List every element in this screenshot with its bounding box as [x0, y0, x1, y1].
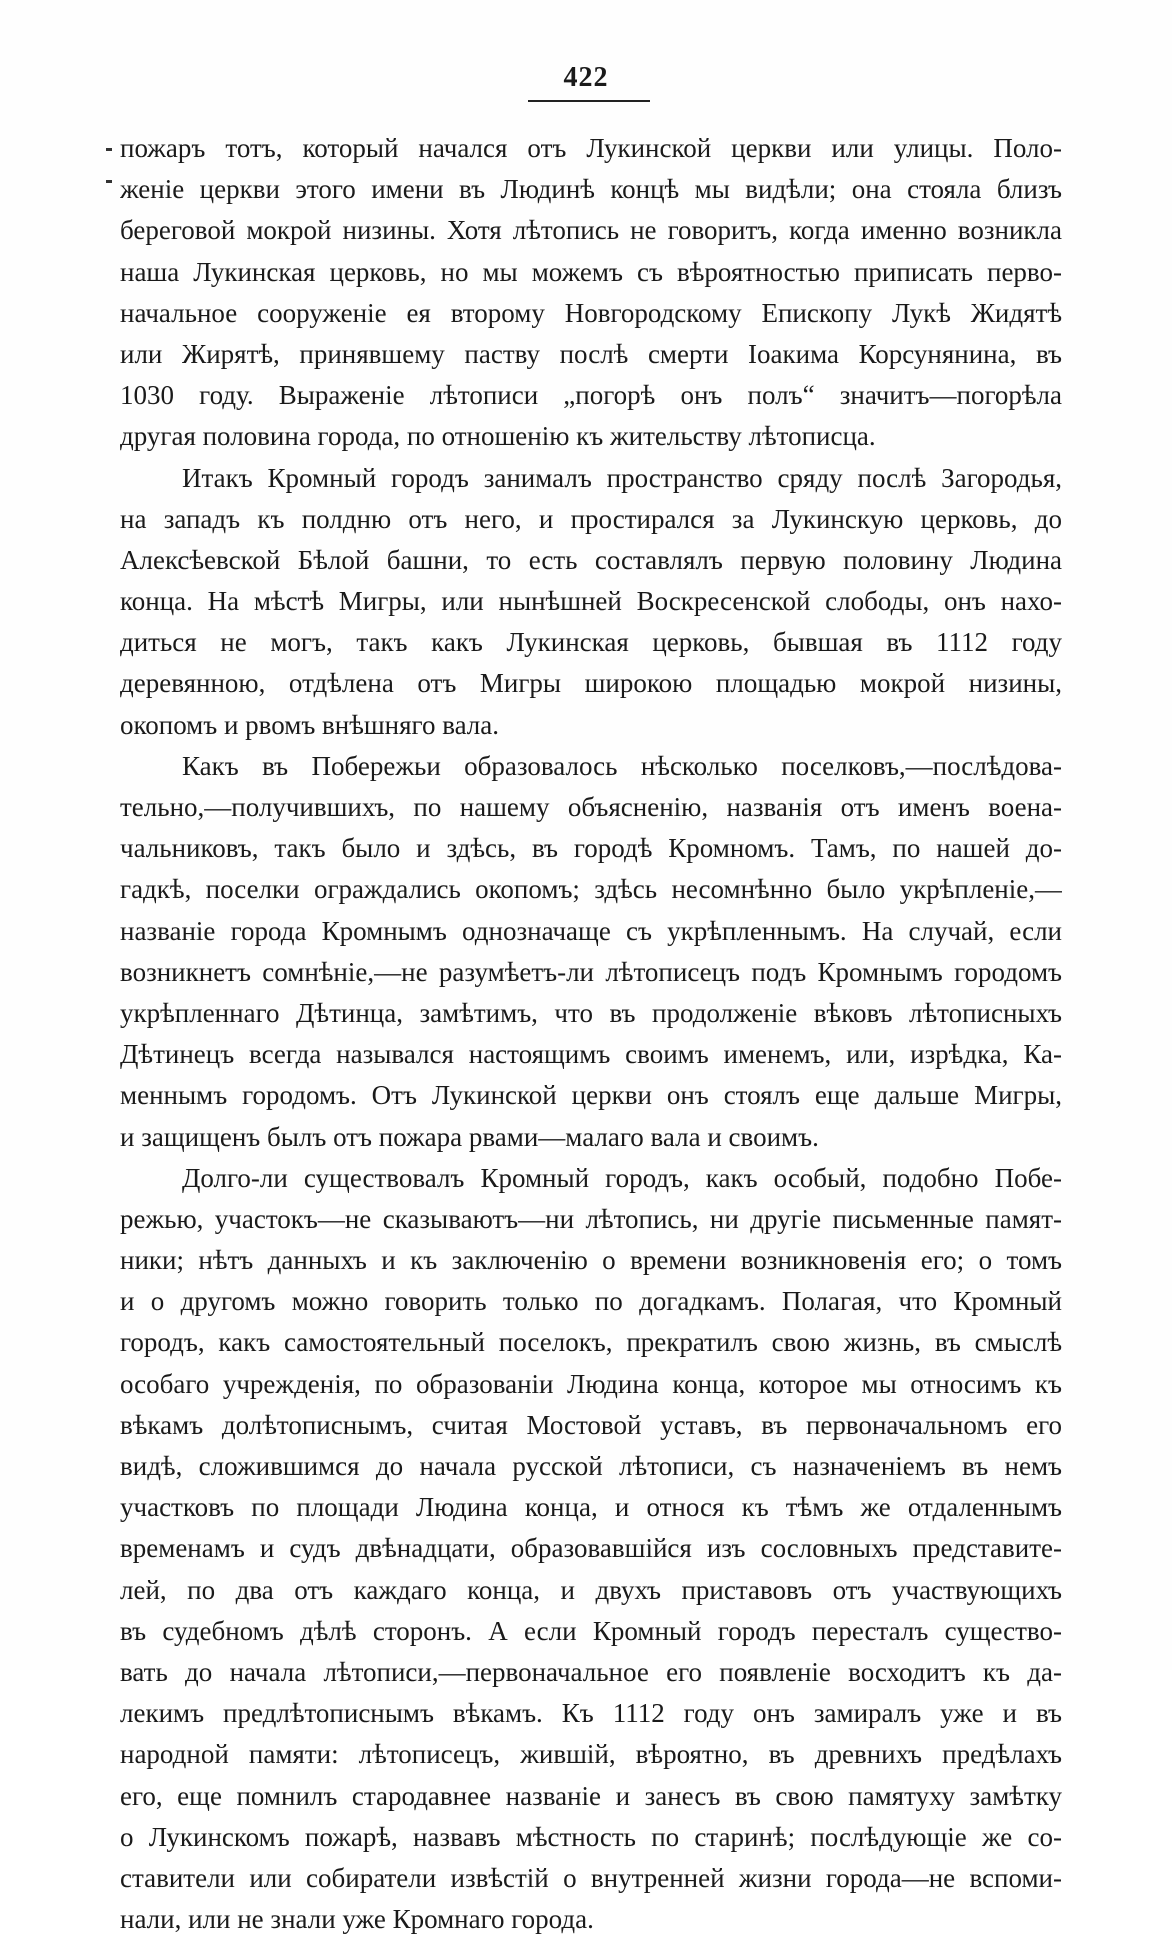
text-line: береговой мокрой низины. Хотя лѣтопись не говоритъ, когда именно возникла	[120, 215, 1062, 246]
text-line: меннымъ городомъ. Отъ Лукинской церкви онъ стоялъ еще дальше Мигры,	[120, 1080, 1062, 1111]
text-line: нали, или не знали уже Кромнаго города.	[120, 1904, 594, 1935]
text-line: названіе города Кромнымъ однозначаще съ укрѣпленнымъ. На случай, если	[120, 915, 1062, 946]
margin-mark	[106, 180, 112, 183]
text-line: конца. На мѣстѣ Мигры, или нынѣшней Воскресенской слободы, онъ нахо-	[120, 586, 1062, 617]
text-line: Итакъ Кромный городъ занималъ пространство сряду послѣ Загородья,	[182, 462, 1062, 493]
text-line: укрѣпленнаго Дѣтинца, замѣтимъ, что въ продолженіе вѣковъ лѣтописныхъ	[120, 997, 1062, 1028]
text-line: 1030 году. Выраженіе лѣтописи „погорѣ онъ полъ“ значитъ—погорѣла	[120, 380, 1062, 411]
page-number: 422	[563, 62, 609, 93]
body-text	[120, 128, 1062, 1940]
margin-mark	[106, 148, 112, 151]
text-line: режью, участокъ—не сказываютъ—ни лѣтопись, ни другіе письменные памят-	[120, 1203, 1062, 1234]
text-line: ставители или собиратели извѣстій о внутренней жизни города—не вспоми-	[120, 1862, 1062, 1893]
text-line: начальное сооруженіе ея второму Новгородскому Епископу Лукѣ Жидятѣ	[120, 297, 1062, 328]
text-line: возникнетъ сомнѣніе,—не разумѣетъ-ли лѣтописецъ подъ Кромнымъ городомъ	[120, 956, 1062, 987]
text-line: диться не могъ, такъ какъ Лукинская церковь, бывшая въ 1112 году	[120, 627, 1062, 658]
paragraph-4	[120, 1158, 1062, 1940]
text-line: участковъ по площади Людина конца, и относя къ тѣмъ же отдаленнымъ	[120, 1492, 1062, 1523]
page-number-rule	[528, 100, 650, 102]
text-line: вѣкамъ долѣтописнымъ, считая Мостовой уставъ, въ первоначальномъ его	[120, 1409, 1062, 1440]
text-line: наша Лукинская церковь, но мы можемъ съ вѣроятностью приписать перво-	[120, 256, 1062, 287]
text-line: временамъ и судъ двѣнадцати, образовавшійся изъ сословныхъ представите-	[120, 1533, 1062, 1564]
text-line: гадкѣ, поселки ограждались окопомъ; здѣсь несомнѣнно было укрѣпленіе,—	[120, 874, 1062, 905]
text-line: видѣ, сложившимся до начала русской лѣтописи, съ назначеніемъ въ немъ	[120, 1451, 1062, 1481]
text-line: о Лукинскомъ пожарѣ, назвавъ мѣстность по старинѣ; послѣдующіе же со-	[120, 1821, 1062, 1852]
paragraph-2	[120, 458, 1062, 746]
text-line: народной памяти: лѣтописецъ, жившій, вѣроятно, въ древнихъ предѣлахъ	[120, 1739, 1062, 1770]
text-line: или Жирятѣ, принявшему паству послѣ смерти Іоакима Корсунянина, въ	[120, 338, 1062, 369]
text-line: лекимъ предлѣтописнымъ вѣкамъ. Къ 1112 году онъ замиралъ уже и въ	[120, 1698, 1062, 1729]
text-line: въ судебномъ дѣлѣ сторонъ. А если Кромный городъ пересталъ существо-	[120, 1615, 1062, 1646]
text-line: особаго учрежденія, по образованіи Людина конца, которое мы относимъ къ	[120, 1368, 1062, 1399]
text-line: пожаръ тотъ, который начался отъ Лукинской церкви или улицы. Поло-	[120, 133, 1062, 163]
text-line: окопомъ и рвомъ внѣшняго вала.	[120, 709, 500, 740]
text-line: Долго-ли существовалъ Кромный городъ, какъ особый, подобно Побе-	[182, 1162, 1062, 1193]
text-line: деревянною, отдѣлена отъ Мигры широкою площадью мокрой низины,	[120, 668, 1062, 699]
paragraph-3	[120, 746, 1062, 1158]
text-line: и защищенъ былъ отъ пожара рвами—малаго вала и своимъ.	[120, 1121, 819, 1152]
text-line: Какъ въ Побережьи образовалось нѣсколько поселковъ,—послѣдова-	[182, 750, 1062, 781]
text-line: чальниковъ, такъ было и здѣсь, въ городѣ Кромномъ. Тамъ, по нашей до-	[120, 833, 1062, 864]
text-line: его, еще помнилъ стародавнее названіе и занесъ въ свою памятуху замѣтку	[120, 1780, 1062, 1811]
text-line: лей, по два отъ каждаго конца, и двухъ приставовъ отъ участвующихъ	[120, 1574, 1062, 1605]
text-line: вать до начала лѣтописи,—первоначальное его появленіе восходитъ къ да-	[120, 1656, 1062, 1687]
text-line: другая половина города, по отношенію къ жительству лѣтописца.	[120, 421, 876, 452]
text-line: городъ, какъ самостоятельный поселокъ, прекратилъ свою жизнь, въ смыслѣ	[120, 1327, 1062, 1358]
text-line: женіе церкви этого имени въ Людинѣ концѣ мы видѣли; она стояла близъ	[120, 174, 1062, 205]
text-line: и о другомъ можно говорить только по догадкамъ. Полагая, что Кромный	[120, 1286, 1062, 1317]
paragraph-1	[120, 128, 1062, 458]
text-line: Алексѣевской Бѣлой башни, то есть составлялъ первую половину Людина	[120, 544, 1062, 575]
text-line: ники; нѣтъ данныхъ и къ заключенію о времени возникновенія его; о томъ	[120, 1245, 1062, 1276]
text-line: тельно,—получившихъ, по нашему объясненію, названія отъ именъ воена-	[120, 792, 1062, 822]
text-line: на западъ къ полдню отъ него, и простирался за Лукинскую церковь, до	[120, 503, 1062, 534]
text-line: Дѣтинецъ всегда назывался настоящимъ своимъ именемъ, или, изрѣдка, Ка-	[120, 1039, 1062, 1070]
